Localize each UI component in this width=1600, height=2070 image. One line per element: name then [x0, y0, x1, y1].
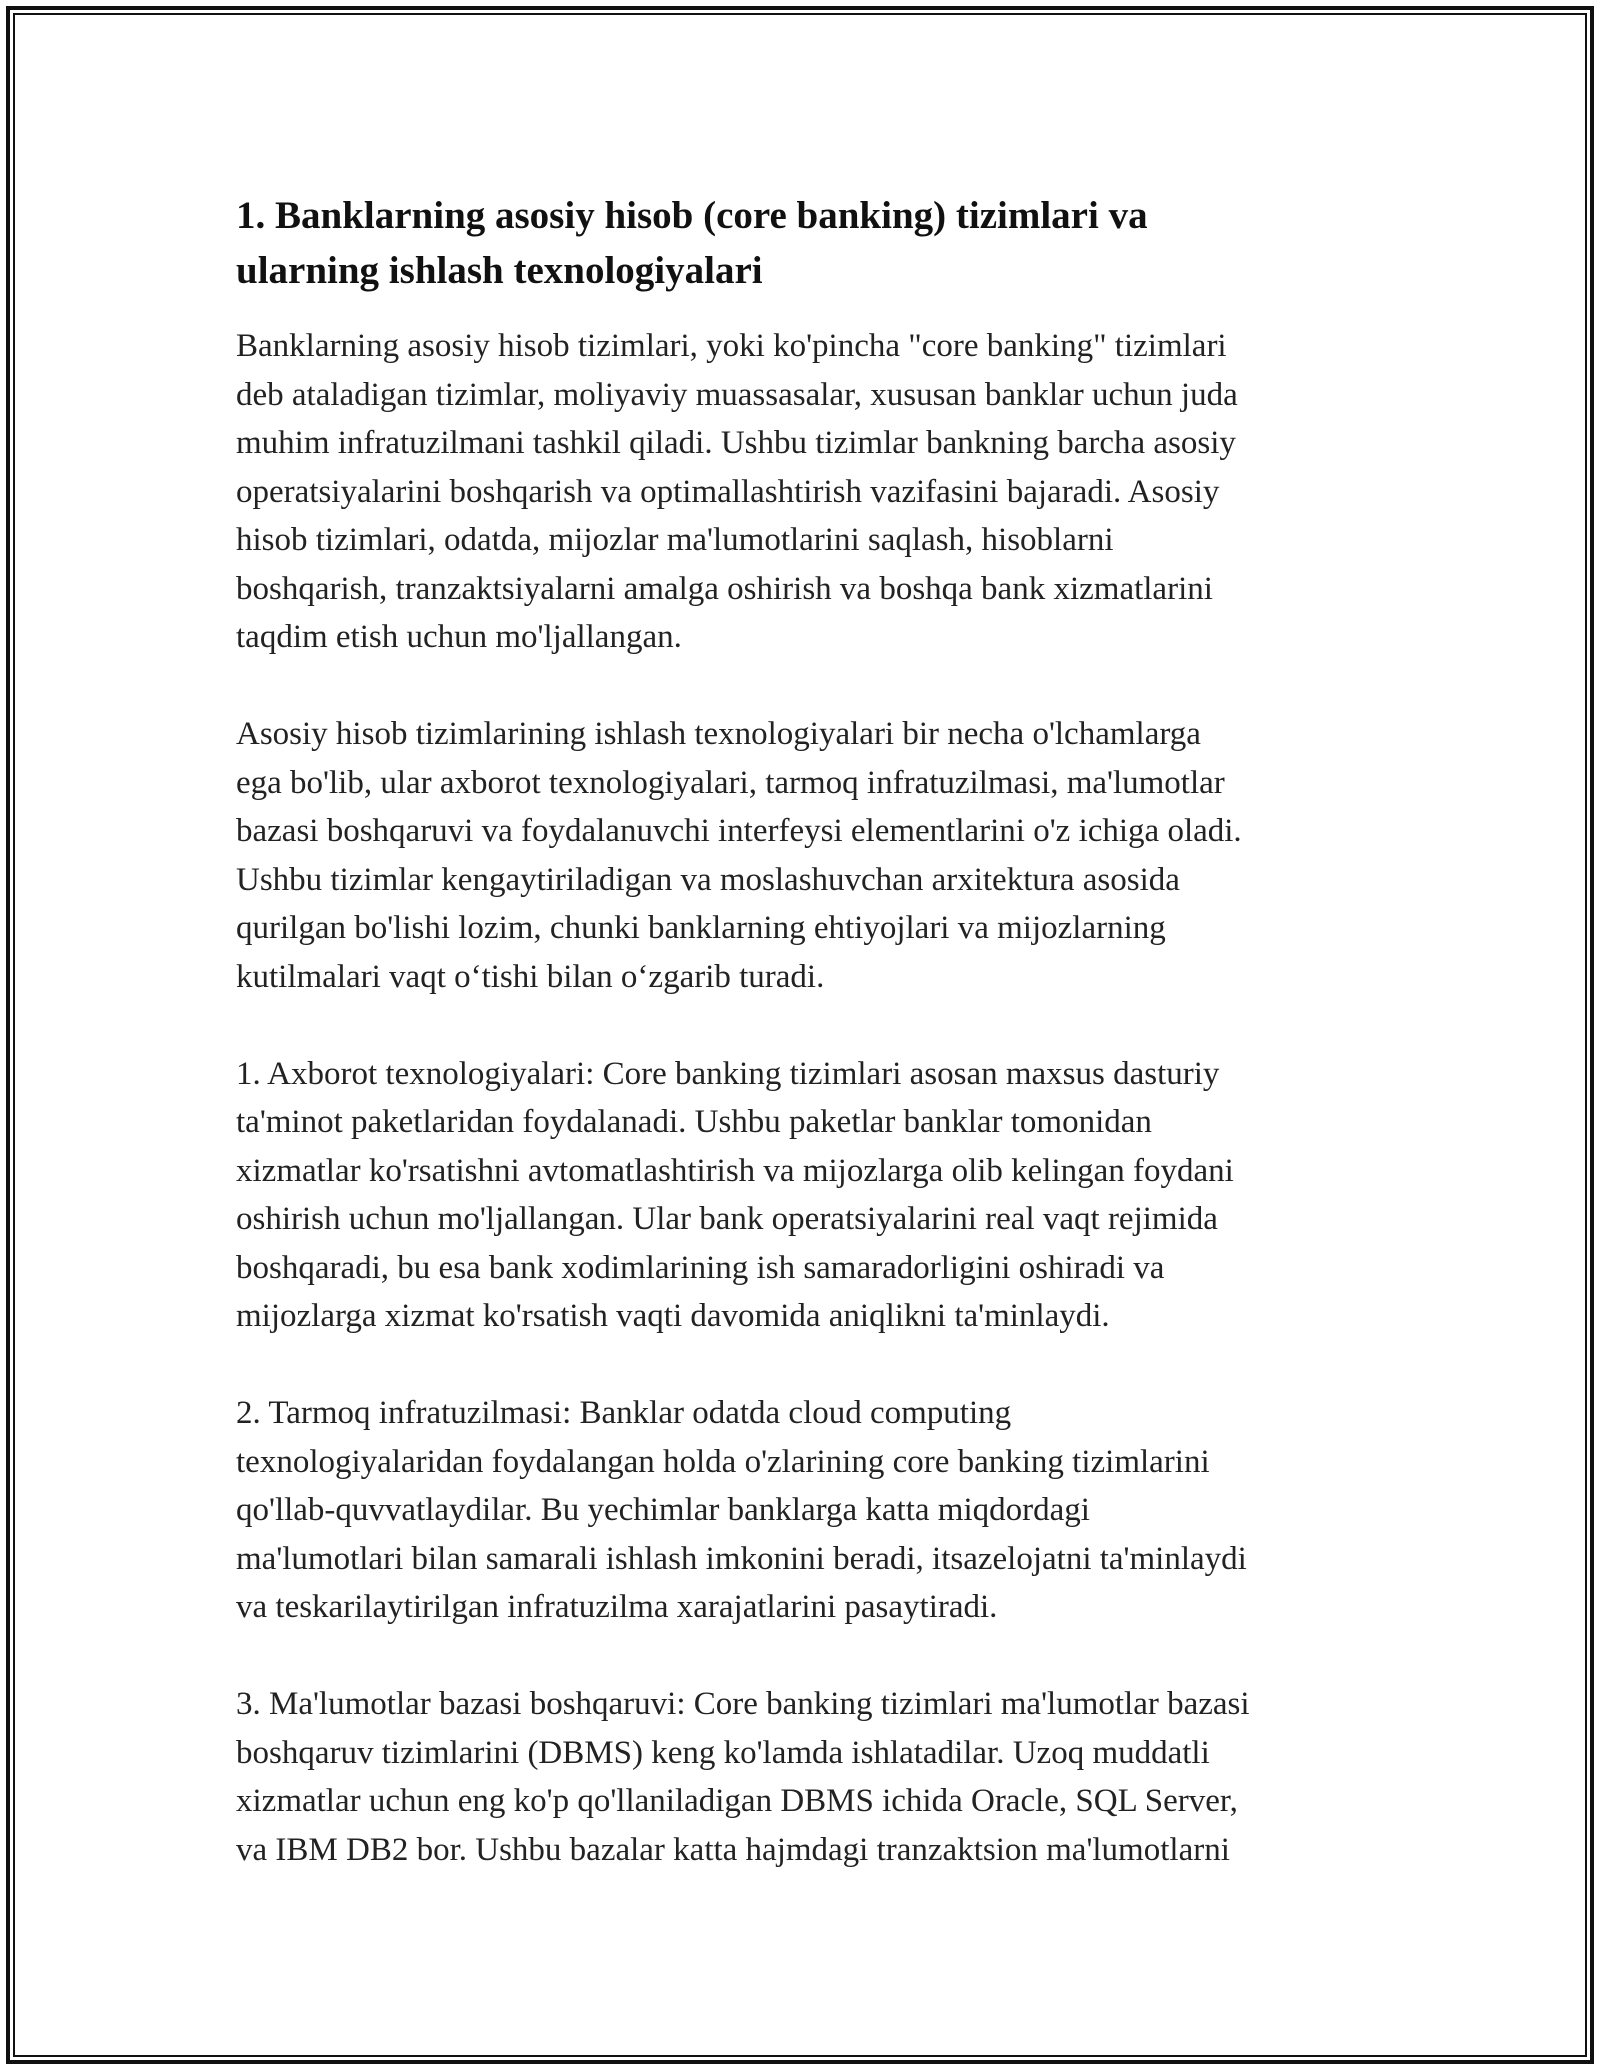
- text-line: hisob tizimlari, odatda, mijozlar ma'lumotlarini saqlash, hisoblarni: [236, 522, 1114, 558]
- text-line: muhim infratuzilmani tashkil qiladi. Ushbu tizimlar bankning barcha asosiy: [236, 425, 1236, 461]
- paragraph-item-3: [236, 1680, 1366, 1874]
- heading-line: 1. Banklarning asosiy hisob (core banking) tizimlari va: [236, 194, 1148, 237]
- text-line: xizmatlar uchun eng ko'p qo'llaniladigan DBMS ichida Oracle, SQL Server,: [236, 1783, 1238, 1819]
- text-line: operatsiyalarini boshqarish va optimallashtirish vazifasini bajaradi. Asosiy: [236, 473, 1220, 510]
- text-line: kutilmalari vaqt o‘tishi bilan o‘zgarib turadi.: [236, 958, 825, 995]
- text-line: bazasi boshqaruvi va foydalanuvchi interfeysi elementlarini o'z ichiga oladi.: [236, 813, 1242, 849]
- document-body: [236, 188, 1366, 1923]
- paragraph-intro: [236, 322, 1366, 662]
- text-line: 2. Tarmoq infratuzilmasi: Banklar odatda cloud computing: [236, 1395, 1012, 1431]
- text-line: ta'minot paketlaridan foydalanadi. Ushbu paketlar banklar tomonidan: [236, 1104, 1152, 1140]
- text-line: va IBM DB2 bor. Ushbu bazalar katta hajmdagi tranzaktsion ma'lumotlarni: [236, 1831, 1230, 1868]
- paragraph-technologies: [236, 710, 1366, 1001]
- text-line: xizmatlar ko'rsatishni avtomatlashtirish va mijozlarga olib kelingan foydani: [236, 1152, 1234, 1189]
- text-line: taqdim etish uchun mo'ljallangan.: [236, 619, 682, 655]
- text-line: boshqaruv tizimlarini (DBMS) keng ko'lamda ishlatadilar. Uzoq muddatli: [236, 1734, 1210, 1771]
- section-heading: [236, 188, 1366, 298]
- text-line: qurilgan bo'lishi lozim, chunki banklarning ehtiyojlari va mijozlarning: [236, 910, 1166, 946]
- paragraph-item-1: [236, 1050, 1366, 1341]
- heading-line: ularning ishlash texnologiyalari: [236, 249, 763, 292]
- text-line: boshqarish, tranzaktsiyalarni amalga oshirish va boshqa bank xizmatlarini: [236, 570, 1213, 607]
- text-line: ega bo'lib, ular axborot texnologiyalari, tarmoq infratuzilmasi, ma'lumotlar: [236, 764, 1225, 801]
- text-line: 3. Ma'lumotlar bazasi boshqaruvi: Core banking tizimlari ma'lumotlar bazasi: [236, 1686, 1250, 1722]
- text-line: texnologiyalaridan foydalangan holda o'zlarining core banking tizimlarini: [236, 1443, 1210, 1480]
- text-line: mijozlarga xizmat ko'rsatish vaqti davomida aniqlikni ta'minlaydi.: [236, 1298, 1110, 1334]
- paragraph-item-2: [236, 1389, 1366, 1632]
- text-line: va teskarilaytirilgan infratuzilma xarajatlarini pasaytiradi.: [236, 1589, 998, 1625]
- text-line: qo'llab-quvvatlaydilar. Bu yechimlar banklarga katta miqdordagi: [236, 1492, 1090, 1528]
- text-line: Banklarning asosiy hisob tizimlari, yoki ko'pincha "core banking" tizimlari: [236, 328, 1227, 364]
- text-line: Asosiy hisob tizimlarining ishlash texnologiyalari bir necha o'lchamlarga: [236, 716, 1201, 752]
- text-line: boshqaradi, bu esa bank xodimlarining ish samaradorligini oshiradi va: [236, 1249, 1165, 1286]
- text-line: Ushbu tizimlar kengaytiriladigan va moslashuvchan arxitektura asosida: [236, 861, 1180, 898]
- text-line: oshirish uchun mo'ljallangan. Ular bank operatsiyalarini real vaqt rejimida: [236, 1201, 1218, 1237]
- text-line: deb ataladigan tizimlar, moliyaviy muassasalar, xususan banklar uchun juda: [236, 376, 1238, 413]
- text-line: ma'lumotlari bilan samarali ishlash imkonini beradi, itsazelojatni ta'minlaydi: [236, 1540, 1247, 1577]
- text-line: 1. Axborot texnologiyalari: Core banking tizimlari asosan maxsus dasturiy: [236, 1055, 1220, 1092]
